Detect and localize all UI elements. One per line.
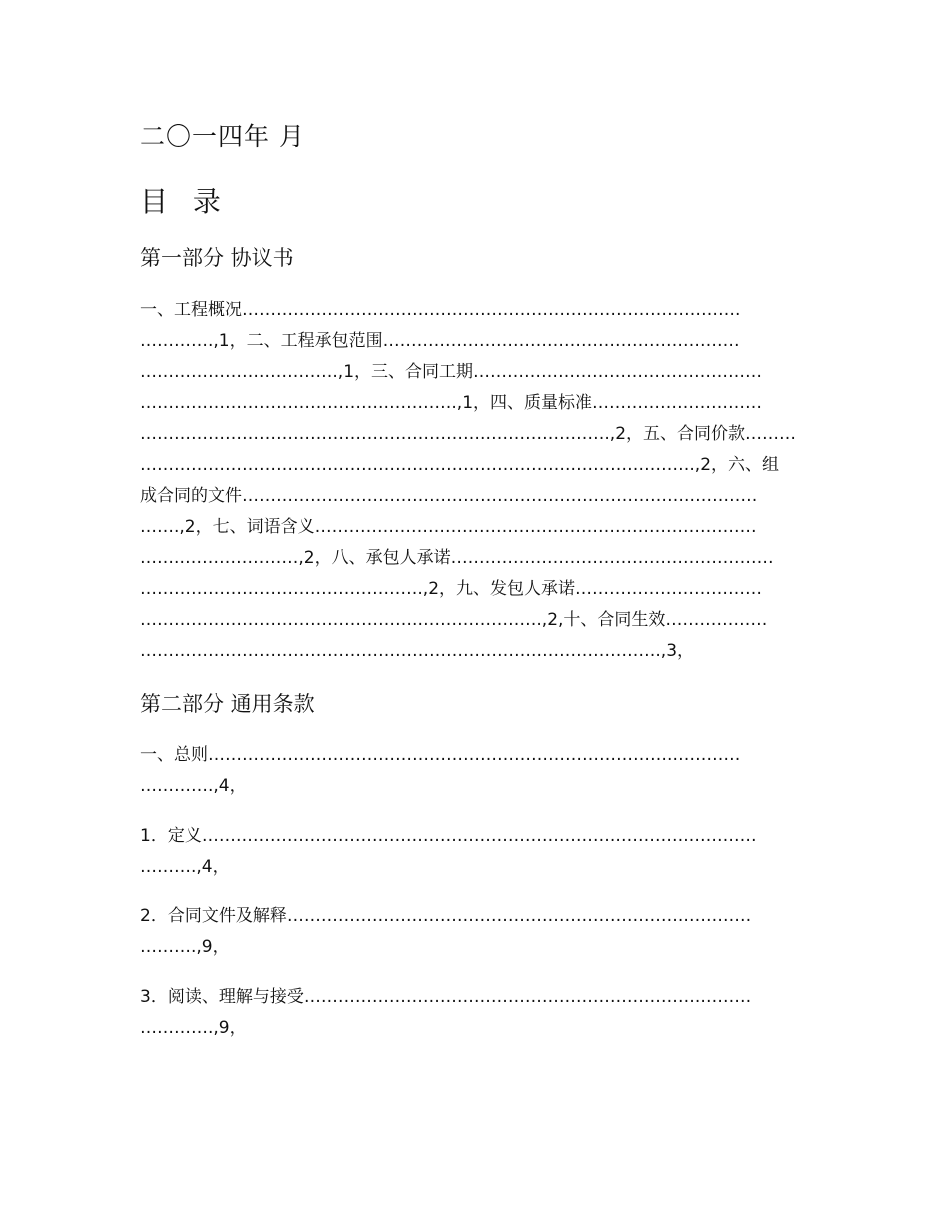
toc-line[interactable]: …………………………………………………………….………………….,3， — [140, 641, 695, 661]
toc-line[interactable]: ……….,4， — [140, 857, 230, 877]
toc-line[interactable]: ………….,9， — [140, 1018, 247, 1038]
part1-heading: 第一部分 协议书 — [140, 246, 294, 270]
toc-line[interactable]: ………………………………………………………………….………………….,2，六、组 — [140, 455, 780, 475]
toc-line[interactable]: ……….,9， — [140, 937, 230, 957]
toc-line[interactable]: 2．合同文件及解释…………………………………………………………….………… — [140, 906, 752, 926]
toc-entry-definitions[interactable] — [140, 821, 812, 883]
toc-line[interactable]: …………………………………………………….………………….,2，五、合同价款……… — [140, 424, 797, 444]
toc-line[interactable]: 成合同的文件…………………………………………………………………….………… — [140, 486, 758, 506]
toc-line[interactable]: …….…………………,2，八、承包人承诺………………………………………………… — [140, 548, 774, 568]
toc-entry-general-principles[interactable] — [140, 740, 812, 802]
toc-line[interactable]: …….,2，七、词语含义…………………………………………………………………… — [140, 517, 757, 537]
part1-toc-block — [140, 295, 812, 667]
toc-line[interactable]: 1．定义……………………………………………………………….………….………… — [140, 826, 757, 846]
toc-line[interactable]: 一、总则……………………………………………………………………….………… — [140, 745, 741, 765]
toc-line[interactable]: ………….,4， — [140, 776, 247, 796]
date-line: 二〇一四年 月 — [140, 122, 305, 151]
toc-line[interactable]: …………………………………….………….,1，四、质量标准………………………… — [140, 393, 763, 413]
part2-heading: 第二部分 通用条款 — [140, 692, 315, 716]
toc-line[interactable]: ………………………….……………….,2，九、发包人承诺…………………………… — [140, 579, 763, 599]
toc-line[interactable]: ………….,1，二、工程承包范围……………………………………………………… — [140, 331, 740, 351]
toc-title: 目 录 — [140, 185, 229, 218]
toc-line[interactable]: ………………………………………….………………….,2,十、合同生效……………… — [140, 610, 768, 630]
toc-line[interactable]: 3．阅读、理解与接受…………………………………………………………….……… — [140, 987, 752, 1007]
toc-entry-reading-acceptance[interactable] — [140, 982, 812, 1044]
toc-line[interactable]: ………………….………….,1，三、合同工期…………………………………………… — [140, 362, 763, 382]
toc-line[interactable]: 一、工程概况……………………………………………………………………………. — [140, 300, 741, 320]
toc-entry-contract-documents[interactable] — [140, 901, 812, 963]
